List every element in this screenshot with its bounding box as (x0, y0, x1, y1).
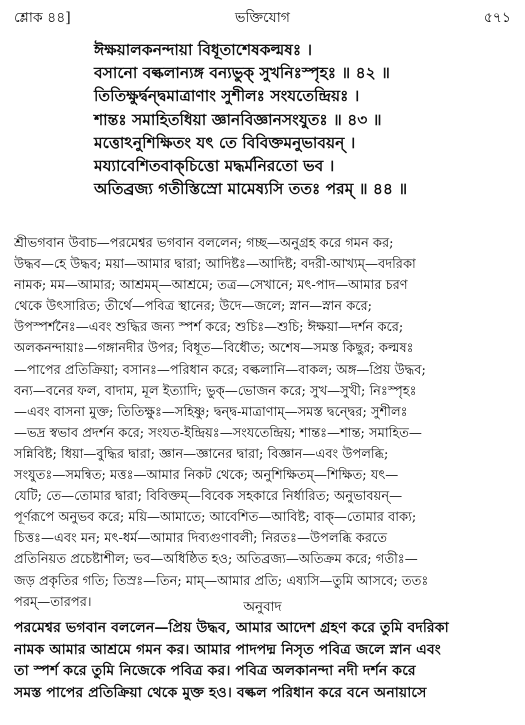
verse-reference: শ্লোক ৪৪] (14, 10, 71, 26)
synonym-line: উদ্ধব—হে উদ্ধব; ময়া—আমার দ্বারা; আদিষ্টঃ—আদিষ্ট; বদরী-আখ্যম্—বদরিকা (14, 257, 416, 273)
synonym-line: উপস্পর্শনৈঃ—এবং শুদ্ধির জন্য স্পর্শ করে; শুচিঃ—শুচি; ঈক্ষয়া—দর্শন করে; (14, 320, 404, 336)
verse-line: মত্তোঽনুশিক্ষিতং যৎ তে বিবিক্তমনুভাবয়ন্ । (94, 132, 356, 152)
synonym-line: প্রতিনিয়ত প্রচেষ্টাশীল; ভব—অধিষ্ঠিত হও; অতিব্রজ্য—অতিক্রম করে; গতীঃ— (14, 552, 418, 568)
synonym-line: —এবং বাসনা মুক্ত; তিতিক্ষুঃ—সহিষ্ণু; দ্বন্দ্ব-মাত্রাণাম্—সমস্ত দ্বন্দ্বের; সুশীলঃ (14, 404, 408, 420)
synonym-line: নামক; মম—আমার; আশ্রমম্—আশ্রমে; তত্র—সেখানে; মৎ-পাদ—আমার চরণ (14, 278, 408, 294)
verse-line: শান্তঃ সমাহিতধিয়া জ্ঞানবিজ্ঞানসংযুতঃ ॥ ৪৩ ॥ (94, 109, 382, 129)
synonym-line: পূর্ণরূপে অনুভব করে; ময়ি—আমাতে; আবেশিত—আবিষ্ট; বাক্—তোমার বাক্য; (14, 510, 417, 526)
synonym-line: জড় প্রকৃতির গতি; তিস্রঃ—তিন; মাম্—আমার প্রতি; এষ্যসি—তুমি আসবে; ততঃ (14, 573, 429, 589)
chapter-title: ভক্তিযোগ (235, 10, 290, 26)
running-head (14, 6, 511, 30)
synonym-line: চিত্তঃ—এবং মন; মৎ-ধর্ম—আমার দিব্যগুণাবলী; নিরতঃ—উপলব্ধি করতে (14, 531, 388, 547)
synonym-line: অলকনন্দায়াঃ—গঙ্গানদীর উপর; বিধূত—বিধৌত; অশেষ—সমস্ত কিছুর; কল্মষঃ (14, 341, 414, 357)
synonym-line: সংযুতঃ—সমন্বিত; মত্তঃ—আমার নিকট থেকে; অনুশিক্ষিতম্—শিক্ষিত; যৎ— (14, 468, 399, 484)
synonym-line: বন্য—বনের ফল, বাদাম, মূল ইত্যাদি; ভুক্—ভোজন করে; সুখ—সুখী; নিঃস্পৃহঃ (14, 383, 417, 399)
synonym-line: থেকে উৎসারিত; তীর্থে—পবিত্র স্থানের; উদে—জলে; স্নান—স্নান করে; (14, 299, 373, 315)
synonym-line: —ভদ্র স্বভাব প্রদর্শন করে; সংযত-ইন্দ্রিয়ঃ—সংযতেন্দ্রিয়; শান্তঃ—শান্ত; সমাহিত— (14, 425, 422, 441)
translation-line: সমস্ত পাপের প্রতিক্রিয়া থেকে মুক্ত হও। বল্কল পরিধান করে বনে অনায়াসে (14, 684, 427, 701)
translation-line: নামক আমার আশ্রমে গমন কর। আমার পাদপদ্ম নিসৃত পবিত্র জলে স্নান এবং (14, 641, 441, 658)
translation-heading: অনুবাদ (243, 599, 282, 615)
verse-line: ময্যাবেশিতবাক্‌চিত্তো মদ্ধর্মনিরতো ভব । (94, 156, 335, 176)
translation-line: তা স্পর্শ করে তুমি নিজেকে পবিত্র কর। পবিত্র অলকানন্দা নদী দর্শন করে (14, 663, 416, 680)
translation-line: পরমেশ্বর ভগবান বললেন—প্রিয় উদ্ধব, আমার আদেশ গ্রহণ করে তুমি বদরিকা (14, 620, 449, 636)
synonym-line: সন্নিবিষ্ট; ধিয়া—বুদ্ধির দ্বারা; জ্ঞান—জ্ঞানের দ্বারা; বিজ্ঞান—এবং উপলব্ধি; (14, 446, 389, 462)
word-synonyms (14, 233, 511, 613)
verse-line: অতিব্রজ্য গতীস্তিস্রো মামেষ্যসি ততঃ পরম্ ॥ ৪৪ ॥ (94, 179, 408, 199)
verse-line: ঈক্ষয়ালকনন্দায়া বিধূতাশেষকল্মষঃ । (94, 40, 313, 59)
synonym-line: শ্রীভগবান উবাচ—পরমেশ্বর ভগবান বললেন; গচ্ছ—অনুগ্রহ করে গমন কর; (14, 236, 394, 251)
sanskrit-verses (94, 38, 511, 200)
verse-line: তিতিক্ষুর্দ্বন্দ্বমাত্রাণাং সুশীলঃ সংযতেন্দ্রিয়ঃ । (94, 86, 360, 106)
verse-line: বসানো বল্কলান্যঙ্গ বন্যভুক্ সুখনিঃস্পৃহঃ ॥ ৪২ ॥ (94, 63, 390, 83)
synonym-line: —পাপের প্রতিক্রিয়া; বসানঃ—পরিধান করে; বল্কলানি—বাকল; অঙ্গ—প্রিয় উদ্ধব; (14, 362, 426, 378)
page-number: ৫৭১ (483, 10, 511, 26)
synonym-line: যেটি; তে—তোমার দ্বারা; বিবিক্তম্—বিবেক সহকারে নির্ধারিত; অনুভাবয়ন্— (14, 489, 403, 505)
synonym-line: পরম্—তারপর। (14, 594, 92, 610)
translation-text (14, 618, 511, 704)
